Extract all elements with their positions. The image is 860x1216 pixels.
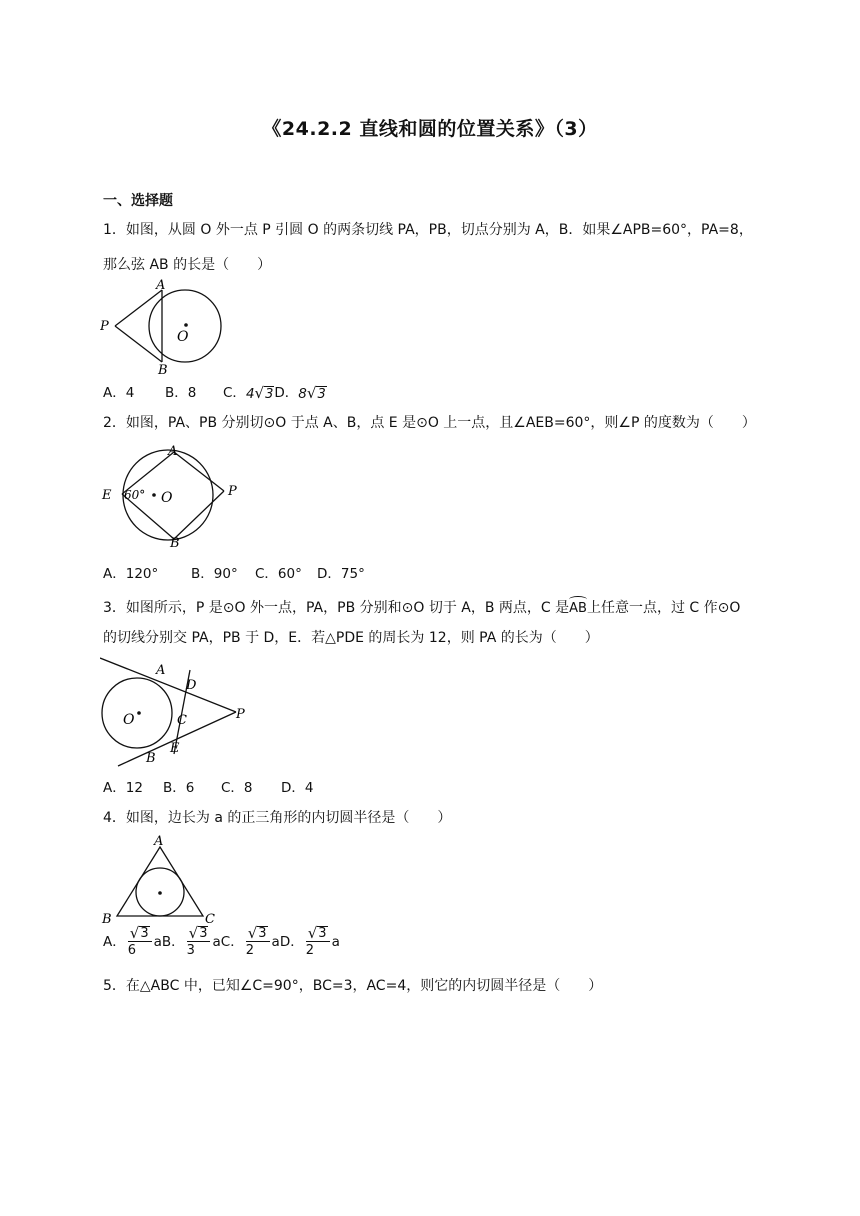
option-d: D．75° [317,566,365,582]
question-1-text-line2: 那么弦 AB 的长是（ ） [103,257,272,273]
tangent-line-pa [100,658,236,712]
question-3-figure [100,656,250,768]
label-a: A [156,278,166,293]
label-b: B [146,751,156,766]
label-c: C [205,912,215,927]
label-e: E [102,488,112,503]
center-dot [137,711,141,715]
question-4-text-line1: 4．如图，边长为 a 的正三角形的内切圆半径是（ ） [103,810,452,826]
center-dot [152,493,156,497]
page-title: 《24.2.2 直线和圆的位置关系》（3） [262,118,598,140]
label-o: O [177,329,189,345]
label-b: B [158,363,168,376]
question-1-figure [100,278,230,376]
option-d-value: √ 3 2 [306,925,330,959]
question-1-options [103,381,327,402]
option-c-label: C． [223,385,246,401]
question-1-text-line1: 1．如图，从圆 O 外一点 P 引圆 O 的两条切线 PA，PB，切点分别为 A，B．如果∠APB=60°，PA=8， [103,222,753,238]
option-b: B．8 [165,385,197,401]
option-d-label: D． [274,385,299,401]
question-4-options: A． √ 3 6 aB． √ 3 3 aC． √ 3 2 aD． √ 3 2 a [103,924,340,958]
question-3-options [103,776,313,796]
option-d-label: D． [279,934,304,950]
option-c-value: √ 3 2 [246,925,270,959]
label-b: B [102,912,112,927]
option-a-label: A． [103,934,126,950]
label-o: O [161,490,173,506]
option-d-value: 8√3 [298,383,326,402]
option-c: C．8 [221,780,253,796]
label-c: C [177,713,187,728]
option-a: A．12 [103,780,143,796]
question-2-text-line1: 2．如图，PA、PB 分别切⊙O 于点 A、B，点 E 是⊙O 上一点，且∠AEB=60°，则∠P 的度数为（ ） [103,415,756,431]
option-c-value: 4√3 [245,383,274,402]
option-a-value: √ 3 6 [128,925,152,959]
section-heading: 一、选择题 [103,193,173,209]
question-2-figure [100,444,245,548]
label-o: O [123,712,135,728]
question-3-text-line1: 3．如图所示，P 是⊙O 外一点，PA，PB 分别和⊙O 切于 A，B 两点，C 是AB上任意一点，过 C 作⊙O [103,596,740,618]
option-b-label: B． [161,934,185,950]
arc-ab: AB [569,596,587,618]
question-4-figure [100,832,220,928]
label-a: A [154,834,164,849]
label-a: A [156,663,166,678]
option-c: C．60° [255,566,302,582]
label-e: E [170,741,180,756]
label-a: A [168,444,178,459]
label-b: B [170,536,180,548]
option-d: D．4 [281,780,314,796]
label-d: D [186,678,197,693]
label-p: P [236,707,245,722]
tangent-pb [174,491,224,539]
label-p: P [228,484,237,499]
option-a: A．4 [103,385,135,401]
question-2-options [103,562,365,582]
option-b: B．6 [163,780,195,796]
center-dot [184,323,188,327]
option-b-value: √ 3 3 [187,925,211,959]
center-dot [158,891,162,895]
circle-o [102,678,172,748]
label-angle: 60° [124,488,146,502]
option-c-label: C． [220,934,244,950]
option-b: B．90° [191,566,238,582]
label-p: P [100,319,109,334]
question-5-text-line1: 5．在△ABC 中，已知∠C=90°，BC=3，AC=4，则它的内切圆半径是（ ） [103,978,603,994]
triangle-abc [117,847,203,916]
option-a: A．120° [103,566,159,582]
tangent-pa [115,290,162,326]
question-3-text-line2: 的切线分别交 PA，PB 于 D，E．若△PDE 的周长为 12，则 PA 的长为（ ） [103,630,599,646]
tangent-pb [115,326,162,362]
tangent-pa [174,452,224,491]
